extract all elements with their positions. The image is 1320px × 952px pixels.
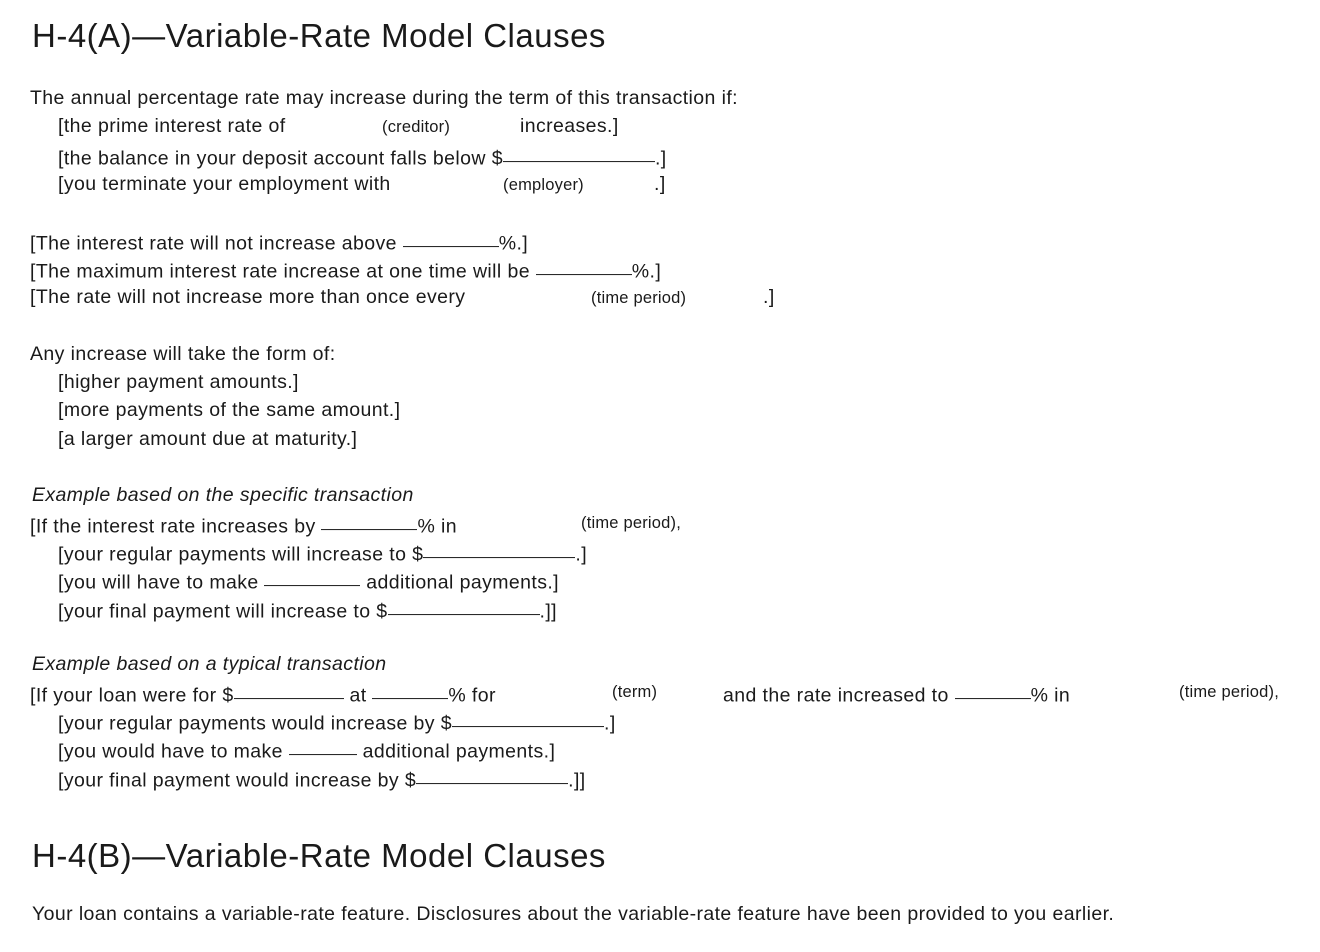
condition-deposit-balance xyxy=(58,144,667,171)
condition-text: [the prime interest rate of xyxy=(58,115,286,137)
example-specific-line2 xyxy=(58,540,587,567)
example-text: % in xyxy=(1030,684,1071,707)
example-text: [you would have to make xyxy=(58,740,283,763)
limit-max-increase xyxy=(30,257,661,284)
example-text: additional payments.] xyxy=(362,740,556,763)
limit-text-end: %.] xyxy=(498,232,529,255)
limit-text: [The maximum interest rate increase at one time will be xyxy=(30,260,530,283)
limit-text: [The rate will not increase more than once every xyxy=(30,286,466,308)
limit-text-end: .] xyxy=(763,286,775,308)
example-text: [your final payment will increase to $ xyxy=(58,600,388,623)
example-text: [If the interest rate increases by xyxy=(30,515,316,538)
term-placeholder: (term) xyxy=(612,683,658,701)
amount-blank[interactable] xyxy=(388,594,540,615)
condition-text-end: .] xyxy=(654,147,667,170)
amount-blank[interactable] xyxy=(452,706,604,727)
example-text: .]] xyxy=(539,600,557,623)
example-text: [your regular payments would increase by $ xyxy=(58,712,452,735)
condition-text: [the balance in your deposit account falls below $ xyxy=(58,147,503,170)
count-blank[interactable] xyxy=(264,565,360,586)
condition-employment xyxy=(58,173,391,196)
percent-blank[interactable] xyxy=(372,678,448,699)
example-typical-line1-rate xyxy=(723,681,1070,708)
example-specific-line3 xyxy=(58,568,559,595)
example-specific-title: Example based on the specific transaction xyxy=(32,484,414,506)
example-typical-line3 xyxy=(58,737,555,764)
example-text: additional payments.] xyxy=(366,571,559,594)
limit-text: [The interest rate will not increase above xyxy=(30,232,397,255)
example-text: and the rate increased to xyxy=(723,684,949,707)
example-text: .]] xyxy=(568,769,586,792)
limit-max-rate xyxy=(30,229,528,256)
section-b-heading: H-4(B)—Variable-Rate Model Clauses xyxy=(32,837,606,874)
creditor-placeholder: (creditor) xyxy=(382,118,451,136)
form-more-payments: [more payments of the same amount.] xyxy=(58,399,401,421)
example-typical-line2 xyxy=(58,709,616,736)
condition-text-end: increases.] xyxy=(520,115,619,137)
count-blank[interactable] xyxy=(289,734,357,755)
example-text: .] xyxy=(575,543,588,566)
section-b-text: Your loan contains a variable-rate feature. Disclosures about the variable-rate feature have been provided to you earlier. xyxy=(32,903,1115,925)
example-specific-line1 xyxy=(30,512,457,539)
form-intro: Any increase will take the form of: xyxy=(30,343,336,365)
example-text: [you will have to make xyxy=(58,571,259,594)
amount-blank[interactable] xyxy=(234,678,344,699)
example-typical-line1 xyxy=(30,681,496,708)
condition-text: [you terminate your employment with xyxy=(58,173,391,195)
example-text: at xyxy=(349,684,367,707)
percent-blank[interactable] xyxy=(536,254,632,275)
example-typical-title: Example based on a typical transaction xyxy=(32,653,387,675)
amount-blank[interactable] xyxy=(503,141,655,162)
limit-text-end: %.] xyxy=(631,260,662,283)
example-text: [If your loan were for $ xyxy=(30,684,234,707)
time-period-placeholder: (time period), xyxy=(581,514,681,532)
time-period-placeholder: (time period) xyxy=(591,289,687,307)
form-higher-payments: [higher payment amounts.] xyxy=(58,371,299,393)
condition-text-end: .] xyxy=(654,173,666,195)
percent-blank[interactable] xyxy=(955,678,1031,699)
increase-intro: The annual percentage rate may increase during the term of this transaction if: xyxy=(30,87,738,109)
amount-blank[interactable] xyxy=(416,763,568,784)
time-period-placeholder: (time period), xyxy=(1179,683,1279,701)
condition-prime-rate xyxy=(58,115,286,138)
percent-blank[interactable] xyxy=(403,226,499,247)
form-larger-amount: [a larger amount due at maturity.] xyxy=(58,428,358,450)
employer-placeholder: (employer) xyxy=(503,176,584,194)
example-text: [your regular payments will increase to $ xyxy=(58,543,424,566)
example-text: % for xyxy=(448,684,496,707)
example-specific-line4 xyxy=(58,597,557,624)
example-text: .] xyxy=(604,712,616,735)
example-text: [your final payment would increase by $ xyxy=(58,769,417,792)
amount-blank[interactable] xyxy=(423,537,575,558)
example-typical-line4 xyxy=(58,766,586,793)
example-text: % in xyxy=(417,515,458,538)
percent-blank[interactable] xyxy=(321,509,417,530)
limit-frequency xyxy=(30,286,465,309)
section-a-heading: H-4(A)—Variable-Rate Model Clauses xyxy=(32,17,606,54)
